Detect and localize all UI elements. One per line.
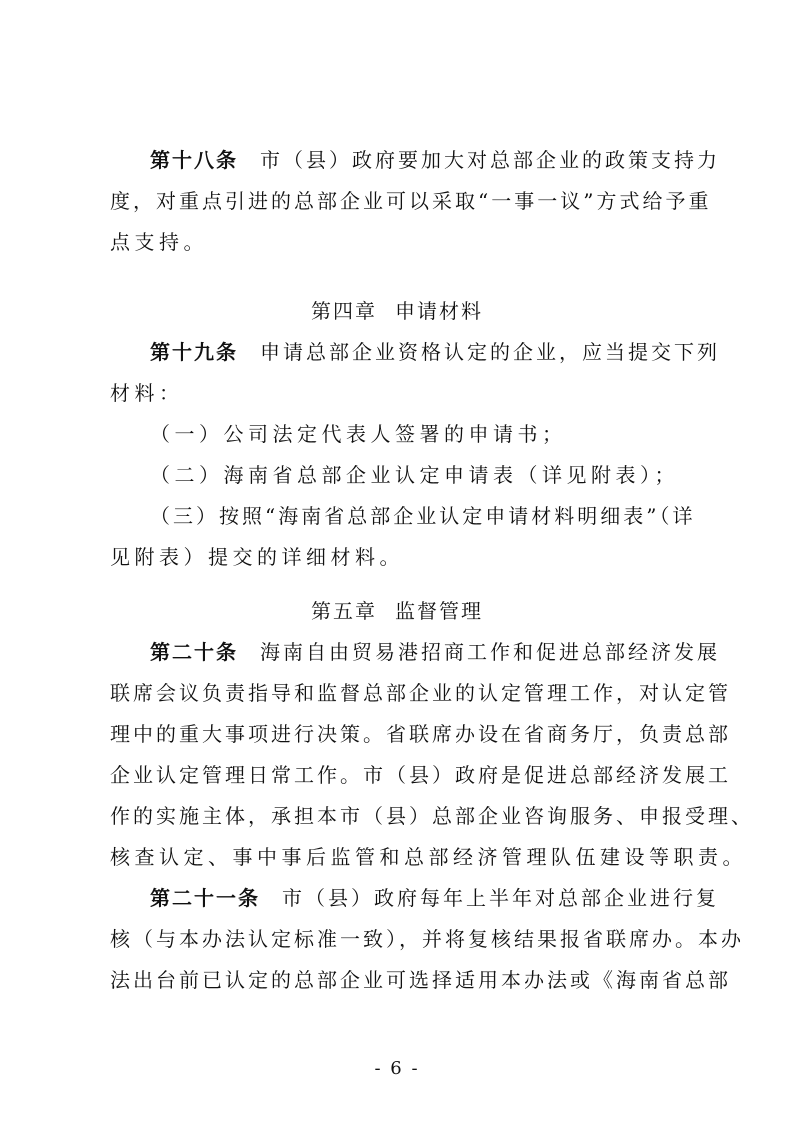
article-19-line-2: 材料：: [110, 381, 184, 405]
article-19-item-3-line-1: （三）按照“海南省总部企业认定申请材料明细表”（详: [150, 504, 696, 528]
article-19-item-3-line-2: 见附表）提交的详细材料。: [110, 545, 404, 569]
chapter-4-number: 第四章: [311, 299, 377, 323]
article-18-label: 第十八条: [150, 148, 238, 172]
article-20-line-6: 核查认定、事中事后监管和总部经济管理队伍建设等职责。: [110, 845, 747, 869]
article-21-line-3: 法出台前已认定的总部企业可选择适用本办法或《海南省总部: [110, 968, 731, 992]
article-20-line-5: 作的实施主体，承担本市（县）总部企业咨询服务、申报受理、: [110, 804, 754, 828]
chapter-5-title: 监督管理: [395, 599, 483, 623]
chapter-5-number: 第五章: [311, 599, 377, 623]
article-21-label: 第二十一条: [150, 886, 260, 910]
article-20-line-1: 第二十条 海南自由贸易港招商工作和促进总部经济发展: [150, 640, 720, 664]
article-19-line-1: 第十九条 申请总部企业资格认定的企业，应当提交下列: [150, 340, 720, 364]
article-18-line-1: 第十八条 市（县）政府要加大对总部企业的政策支持力: [150, 148, 720, 172]
chapter-4-heading: [0, 301, 794, 321]
article-19-item-2: （二）海南省总部企业认定申请表（详见附表）；: [150, 463, 679, 487]
article-19-label: 第十九条: [150, 340, 238, 364]
article-21-line-1: 第二十一条 市（县）政府每年上半年对总部企业进行复: [150, 886, 719, 910]
chapter-4-title: 申请材料: [395, 299, 483, 323]
article-21-line-2: 核（与本办法认定标准一致），并将复核结果报省联席办。本办: [110, 927, 744, 951]
article-20-line-4: 企业认定管理日常工作。市（县）政府是促进总部经济发展工: [110, 763, 731, 787]
article-18-line-2: 度，对重点引进的总部企业可以采取“一事一议”方式给予重: [110, 189, 712, 213]
chapter-5-heading: [0, 601, 794, 621]
article-20-line-2: 联席会议负责指导和监督总部企业的认定管理工作，对认定管: [110, 681, 731, 705]
page-number: - 6 -: [374, 1058, 420, 1079]
article-20-line-3: 理中的重大事项进行决策。省联席办设在省商务厅，负责总部: [110, 722, 731, 746]
article-19-item-1: （一）公司法定代表人签署的申请书；: [150, 422, 567, 446]
article-20-label: 第二十条: [150, 640, 238, 664]
article-18-line-3: 点支持。: [110, 230, 208, 254]
